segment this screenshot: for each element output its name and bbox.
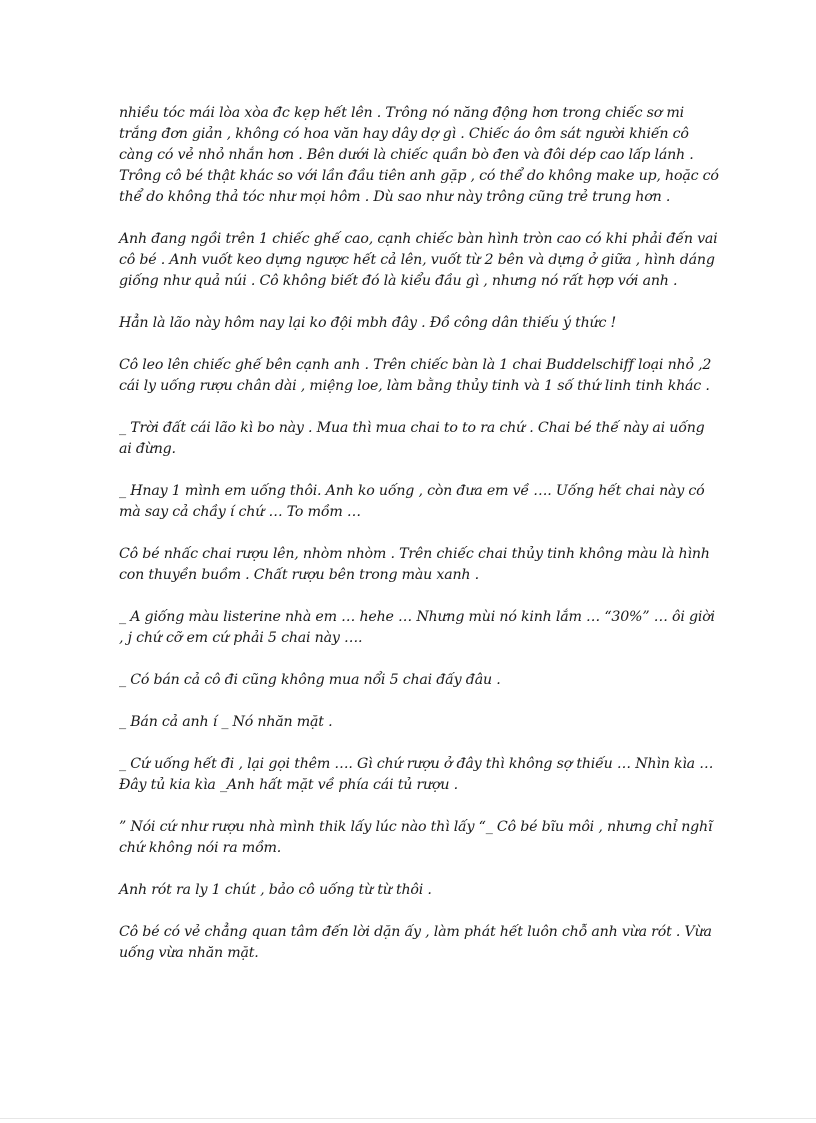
page-edge-divider (0, 1118, 816, 1119)
paragraph: nhiều tóc mái lòa xòa đc kẹp hết lên . Trông nó năng động hơn trong chiếc sơ mi trắng đơn giản , không có hoa văn hay dây dợ gì . Chiếc áo ôm sát người khiến cô càng có vẻ nhỏ nhắn hơn . Bên dưới là chiếc quần bò đen và đôi dép cao lấp lánh . Trông cô bé thật khác so với lần đầu tiên anh gặp , có thể do không make up, hoặc có thể do không thả tóc như mọi hôm . Dù sao như này trông cũng trẻ trung hơn . (119, 105, 719, 205)
paragraph: Hẳn là lão này hôm nay lại ko đội mbh đây . Đồ công dân thiếu ý thức ! (119, 315, 616, 331)
paragraph: Cô leo lên chiếc ghế bên cạnh anh . Trên chiếc bàn là 1 chai Buddelschiff loại nhỏ ,2 cái ly uống rượu chân dài , miệng loe, làm bằng thủy tinh và 1 số thứ linh tinh khác . (119, 357, 712, 394)
paragraph: Anh rót ra ly 1 chút , bảo cô uống từ từ thôi . (119, 882, 432, 898)
dialogue-line: _ A giống màu listerine nhà em … hehe … Nhưng mùi nó kinh lắm … “30%” … ôi giời , j chứ cỡ em cứ phải 5 chai này …. (119, 609, 715, 646)
dialogue-line: _ Có bán cả cô đi cũng không mua nổi 5 chai đấy đâu . (119, 672, 501, 688)
dialogue-line: _ Hnay 1 mình em uống thôi. Anh ko uống , còn đưa em về …. Uống hết chai này có mà say cả chầy í chứ … To mồm … (119, 483, 705, 520)
paragraph: Cô bé nhấc chai rượu lên, nhòm nhòm . Trên chiếc chai thủy tinh không màu là hình con thuyền buồm . Chất rượu bên trong màu xanh . (119, 546, 710, 583)
dialogue-line: _ Cứ uống hết đi , lại gọi thêm …. Gì chứ rượu ở đây thì không sợ thiếu … Nhìn kìa … Đây tủ kia kìa _Anh hất mặt về phía cái tủ rượu . (119, 756, 714, 793)
paragraph: Anh đang ngồi trên 1 chiếc ghế cao, cạnh chiếc bàn hình tròn cao có khi phải đến vai cô bé . Anh vuốt keo dựng ngược hết cả lên, vuốt từ 2 bên và dựng ở giữa , hình dáng giống như quả núi . Cô không biết đó là kiểu đầu gì , nhưng nó rất hợp với anh . (119, 231, 718, 289)
paragraph: Cô bé có vẻ chẳng quan tâm đến lời dặn ấy , làm phát hết luôn chỗ anh vừa rót . Vừa uống vừa nhăn mặt. (119, 924, 712, 961)
dialogue-line: _ Bán cả anh í _ Nó nhăn mặt . (119, 714, 333, 730)
paragraph: ” Nói cứ như rượu nhà mình thik lấy lúc nào thì lấy “_ Cô bé bĩu môi , nhưng chỉ nghĩ chứ không nói ra mồm. (119, 819, 713, 856)
dialogue-line: _ Trời đất cái lão kì bo này . Mua thì mua chai to to ra chứ . Chai bé thế này ai uống ai đừng. (119, 420, 705, 457)
document-body (119, 103, 719, 985)
